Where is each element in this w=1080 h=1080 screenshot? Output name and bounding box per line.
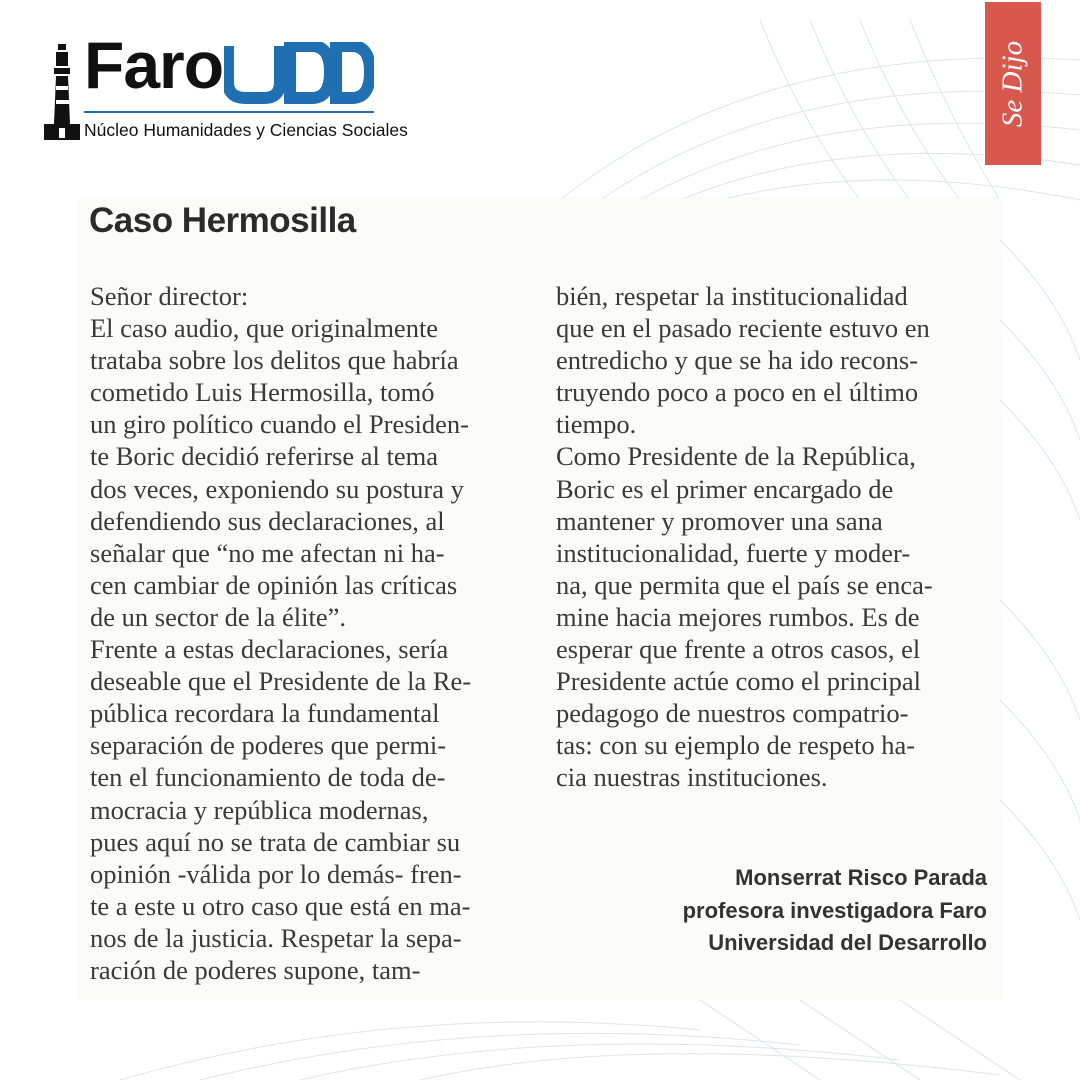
text-line: señalar que “no me afectan ni ha-	[90, 537, 445, 568]
text-line: esperar que frente a otros casos, el	[556, 634, 921, 665]
signature-block	[683, 862, 987, 960]
text-line: cen cambiar de opinión las críticas	[90, 569, 458, 600]
text-line: pedagogo de nuestros compatrio-	[556, 698, 909, 729]
text-line: mine hacia mejores rumbos. Es de	[556, 601, 920, 632]
text-line: truyendo poco a poco en el último	[556, 377, 919, 408]
text-line: defendiendo sus declaraciones, al	[90, 505, 445, 536]
text-line: Frente a estas declaraciones, sería	[90, 634, 449, 665]
text-line: dos veces, exponiendo su postura y	[90, 473, 464, 504]
text-line: nos de la justicia. Respetar la sepa-	[90, 922, 462, 953]
article-column-1	[90, 280, 530, 986]
udd-logo	[224, 42, 374, 104]
se-dijo-tab	[985, 2, 1041, 165]
text-line: Señor director:	[90, 281, 249, 311]
text-line: te Boric decidió referirse al tema	[90, 441, 439, 472]
text-line: ten el funcionamiento de toda de-	[90, 762, 446, 793]
lighthouse-icon	[44, 44, 80, 140]
text-line: tiempo.	[556, 409, 637, 440]
text-line: ración de poderes supone, tam-	[90, 954, 421, 985]
brand-faro: Faro	[84, 28, 224, 102]
text-line: pública recordara la fundamental	[90, 698, 440, 729]
text-line: na, que permita que el país se enca-	[556, 569, 933, 600]
text-line: separación de poderes que permi-	[90, 730, 447, 761]
text-line: institucionalidad, fuerte y moder-	[556, 537, 911, 568]
text-line: pues aquí no se trata de cambiar su	[90, 826, 461, 857]
author-institution: Universidad del Desarrollo	[708, 930, 987, 955]
text-line: trataba sobre los delitos que habría	[90, 345, 459, 376]
article-title: Caso Hermosilla	[89, 201, 356, 240]
text-line: El caso audio, que originalmente	[90, 313, 439, 344]
text-line: Boric es el primer encargado de	[556, 473, 894, 504]
text-line: de un sector de la élite”.	[90, 601, 347, 632]
text-line: bién, respetar la institucionalidad	[556, 281, 908, 311]
logo-subtitle: Núcleo Humanidades y Ciencias Sociales	[84, 120, 408, 140]
author-role: profesora investigadora Faro	[682, 897, 987, 923]
text-line: cometido Luis Hermosilla, tomó	[90, 377, 435, 408]
text-line: un giro político cuando el Presiden-	[90, 409, 470, 440]
author-name: Monserrat Risco Parada	[735, 865, 987, 890]
text-line: opinión -válida por lo demás- fren-	[90, 858, 462, 889]
article-column-2	[556, 280, 996, 794]
text-line: tas: con su ejemplo de respeto ha-	[556, 730, 916, 761]
logo-divider	[84, 111, 374, 113]
text-line: cia nuestras instituciones.	[556, 762, 828, 793]
text-line: que en el pasado reciente estuvo en	[556, 313, 930, 344]
text-line: Presidente actúe como el principal	[556, 666, 921, 697]
text-line: deseable que el Presidente de la Re-	[90, 666, 472, 697]
faro-udd-logo	[44, 28, 408, 145]
text-line: te a este u otro caso que está en ma-	[90, 890, 471, 921]
text-line: mocracia y república modernas,	[90, 794, 429, 825]
text-line: Como Presidente de la República,	[556, 441, 916, 472]
text-line: entredicho y que se ha ido recons-	[556, 345, 919, 376]
se-dijo-label: Se Dijo	[996, 40, 1029, 127]
text-line: mantener y promover una sana	[556, 505, 883, 536]
